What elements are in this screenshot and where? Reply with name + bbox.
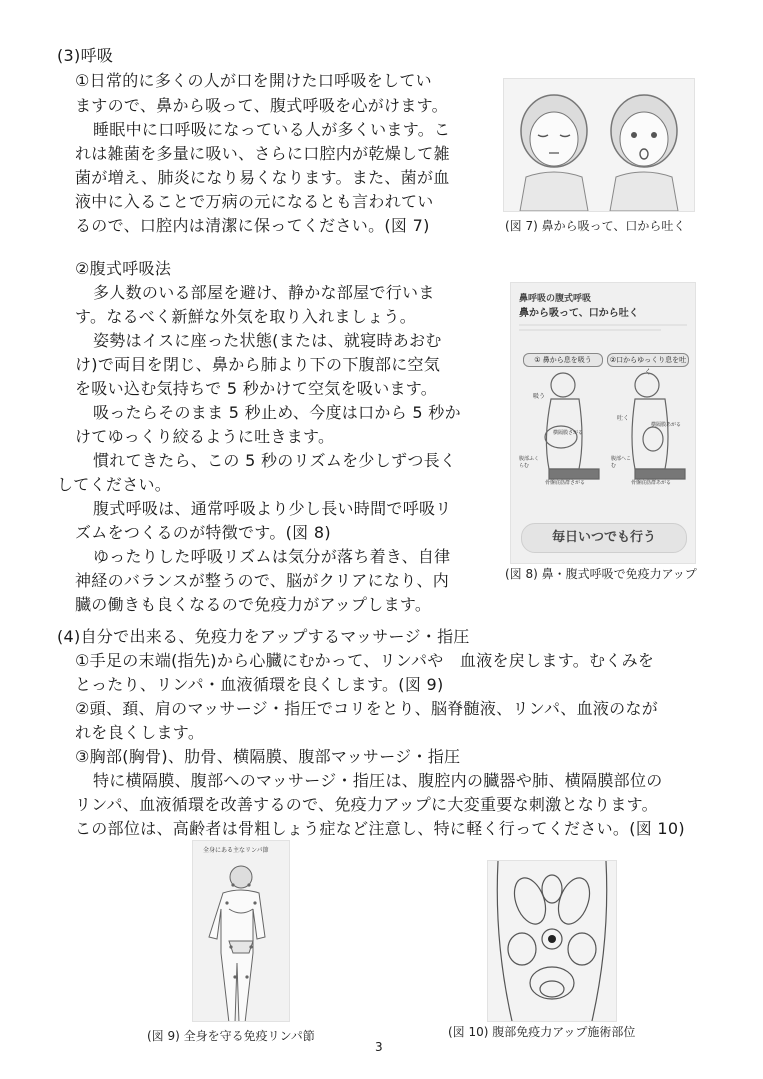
para2-line-3: 姿勢はイスに座った状態(または、就寝時あおむ: [93, 331, 442, 350]
section4-line-4: れを良くします。: [75, 723, 205, 742]
face-inhale-illustration: [520, 95, 588, 211]
figure-9-caption: (図 9) 全身を守る免疫リンパ節: [147, 1029, 315, 1043]
fig8-title-1: 鼻呼吸の腹式呼吸: [519, 294, 592, 304]
section-4-heading: (4)自分で出来る、免疫力をアップするマッサージ・指圧: [57, 627, 470, 646]
para2-line-9: してください。: [57, 475, 172, 494]
para2-line-7: けてゆっくり絞るように吐きます。: [75, 427, 335, 446]
section4-line-2: とったり、リンパ・血液循環を良くします。(図 9): [75, 675, 444, 694]
navel-marker: [548, 935, 556, 943]
para1-line-4: れは雑菌を多量に吸い、さらに口腔内が乾燥して雑: [75, 144, 450, 163]
fig8-tab-exhale: ②口からゆっくり息を吐く: [607, 353, 689, 367]
fig8-label-diaphragm-up: 横隔膜あがる: [651, 422, 682, 428]
section4-line-6: 特に横隔膜、腹部へのマッサージ・指圧は、腹腔内の臓器や肺、横隔膜部位の: [93, 771, 663, 790]
para1-line-2: ますので、鼻から吸って、腹式呼吸を心がけます。: [75, 96, 448, 115]
figure-8-caption: (図 8) 鼻・腹式呼吸で免疫力アップ: [505, 567, 697, 581]
fig9-title: 全身にある主なリンパ節: [203, 847, 269, 854]
para2-line-11: ズムをつくるのが特徴です。(図 8): [75, 523, 331, 542]
face-exhale-illustration: [610, 95, 678, 211]
para2-line-1: 多人数のいる部屋を避け、静かな部屋で行いま: [93, 283, 435, 302]
section4-line-5: ③胸部(胸骨)、肋骨、横隔膜、腹部マッサージ・指圧: [75, 747, 461, 766]
figure-7-faces: [503, 78, 695, 212]
section-3-heading: (3)呼吸: [57, 46, 114, 65]
fig8-label-pelvic-down: 骨盤底筋群さがる: [545, 480, 586, 486]
fig8-title-2: 鼻から吸って、口から吐く: [519, 308, 639, 319]
fig8-label-belly-out: 腹部ふくらむ: [519, 456, 540, 469]
para2-line-10: 腹式呼吸は、通常呼吸より少し長い時間で呼吸リ: [93, 499, 452, 518]
fig8-banner: 毎日いつでも行う: [521, 523, 687, 553]
section4-line-1: ①手足の末端(指先)から心臓にむかって、リンパや 血液を戻します。むくみを: [75, 651, 655, 670]
section4-line-3: ②頭、頚、肩のマッサージ・指圧でコリをとり、脳脊髄液、リンパ、血液のなが: [75, 699, 659, 718]
figure-10-caption: (図 10) 腹部免疫力アップ施術部位: [448, 1025, 636, 1039]
inhale-figure-illustration: [545, 373, 599, 479]
subsection-2-heading: ②腹式呼吸法: [75, 259, 172, 278]
body-outline-illustration: [209, 866, 265, 1021]
fig8-label-haku: 吐く: [617, 415, 630, 422]
para2-line-13: 神経のバランスが整うので、脳がクリアになり、内: [75, 571, 450, 590]
fig8-label-pelvic-up: 骨盤底筋群あがる: [631, 480, 672, 486]
para2-line-2: す。なるべく新鮮な外気を取り入れましょう。: [75, 307, 417, 326]
fig8-label-belly-in: 腹部へこむ: [611, 456, 632, 469]
para1-line-6: 液中に入ることで万病の元になるとも言われてい: [75, 192, 434, 211]
fig8-tab-inhale: ① 鼻から息を吸う: [523, 353, 603, 367]
para1-line-1: ①日常的に多くの人が口を開けた口呼吸をしてい: [75, 71, 432, 90]
figure-8-breathing-chart: [510, 282, 696, 564]
page-number: 3: [375, 1040, 383, 1054]
para2-line-8: 慣れてきたら、この 5 秒のリズムを少しずつ長く: [93, 451, 457, 470]
fig8-label-diaphragm-down: 横隔膜さがる: [553, 430, 584, 436]
para2-line-14: 臓の働きも良くなるので免疫力がアップします。: [75, 595, 432, 614]
para1-line-7: るので、口腔内は清潔に保ってください。(図 7): [75, 216, 430, 235]
para1-line-3: 睡眠中に口呼吸になっている人が多くいます。こ: [93, 120, 451, 139]
para1-line-5: 菌が増え、肺炎になり易くなります。また、菌が血: [75, 168, 450, 187]
section4-line-8: この部位は、高齢者は骨粗しょう症など注意し、特に軽く行ってください。(図 10): [75, 819, 685, 838]
fig8-label-suu: 吸う: [533, 393, 546, 400]
para2-line-12: ゆったりした呼吸リズムは気分が落ち着き、自律: [93, 547, 451, 566]
para2-line-5: を吸い込む気持ちで 5 秒かけて空気を吸います。: [75, 379, 438, 398]
figure-9-lymph-nodes: [192, 840, 290, 1022]
section4-line-7: リンパ、血液循環を改善するので、免疫力アップに大変重要な刺激となります。: [75, 795, 658, 814]
figure-10-abdomen-points: [487, 860, 617, 1022]
para2-line-6: 吸ったらそのまま 5 秒止め、今度は口から 5 秒か: [93, 403, 461, 422]
figure-7-caption: (図 7) 鼻から吸って、口から吐く: [505, 219, 686, 233]
para2-line-4: け)で両目を閉じ、鼻から肺より下の下腹部に空気: [75, 355, 441, 374]
